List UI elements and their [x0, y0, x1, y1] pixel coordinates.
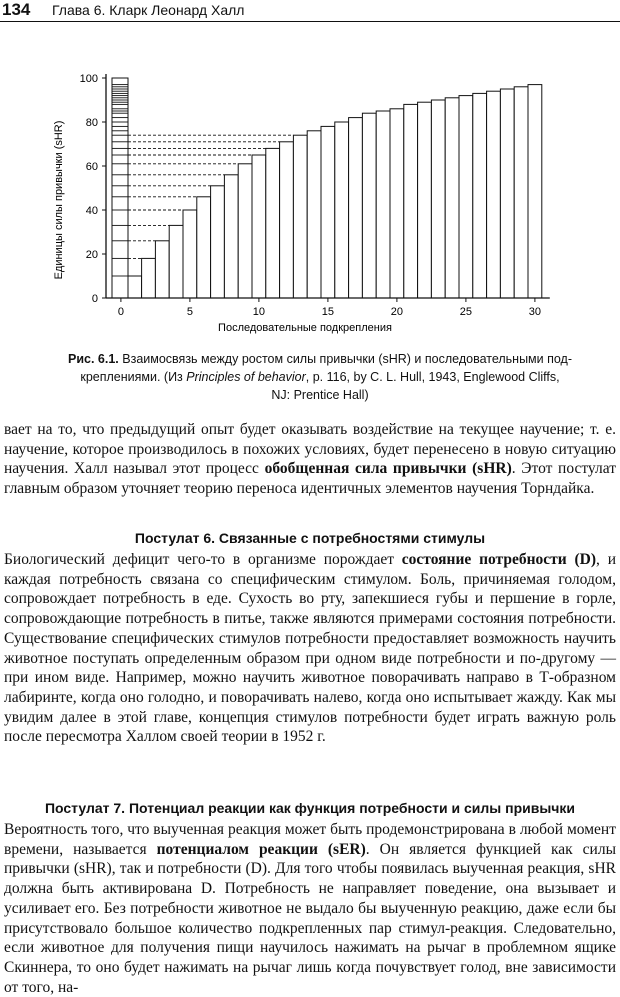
bar: [128, 276, 142, 298]
paragraph-transfer: [4, 420, 616, 499]
y-tick-label: 40: [85, 205, 98, 217]
bar: [142, 258, 156, 298]
bar: [224, 175, 238, 298]
bar: [528, 85, 542, 298]
running-title: Глава 6. Кларк Леонард Халл: [52, 2, 245, 18]
x-tick-label: 0: [117, 306, 124, 318]
bar: [418, 102, 432, 298]
paragraph-text: Биологический дефицит чего-то в организме порождает: [4, 551, 402, 568]
paragraph-text: вает на то, что предыдущий опыт будет оказывать воздействие на текущее научение; т. е. научение, которое производилось в похожих условиях, будет перенесено в новую ситуацию научения. Халл называл этот процесс: [4, 421, 616, 478]
bar: [431, 100, 445, 298]
postulate-6-heading: Постулат 6. Связанные с потребностями стимулы: [134, 530, 486, 546]
x-tick-label: 15: [321, 306, 335, 318]
bar: [266, 148, 280, 298]
y-tick-label: 60: [85, 161, 98, 173]
bar: [183, 210, 197, 298]
page-number: 134: [2, 0, 31, 19]
term-reaction-potential: потенциалом реакции (sER): [156, 840, 366, 858]
caption-line-3: NJ: Prentice Hall): [271, 388, 369, 402]
bar: [362, 113, 376, 298]
bar: [459, 96, 473, 298]
bar: [404, 104, 418, 298]
bar: [211, 186, 225, 298]
paragraph-text: Вероятность того, что выученная реакция может быть продемонстрирована в любой момент времени, называется: [4, 821, 616, 858]
x-tick-label: 30: [528, 306, 542, 318]
caption-line-2a: креплениями. (Из: [80, 370, 187, 384]
caption-book-title: Principles of behavior: [186, 370, 306, 384]
bar: [169, 225, 183, 298]
term-drive-state: состояние потребности (D): [401, 551, 597, 568]
chart-bars: [112, 78, 542, 298]
figure-caption: [60, 350, 580, 404]
y-axis-label: Единицы силы привычки (sHR): [53, 120, 65, 280]
x-axis-label: Последовательные подкрепления: [218, 322, 392, 334]
y-tick-label: 0: [91, 293, 98, 305]
caption-line-2b: , p. 116, by C. L. Hull, 1943, Englewood Cliffs,: [305, 370, 560, 384]
paragraph-text: . Он является функцией как силы привычки (sHR), так и потребности (D). Для того чтобы появилась выученная реакция, sHR должна быть активирована D. Потребность не направляет поведение, она вызывает и усиливает его. Без потребности животное не выдало бы выученную реакцию, даже если бы присутствовало большое количество подкрепленных пар стимул-реакция. Следовательно, если животное для получения пищи научилось нажимать на рычаг в проблемном ящике Скиннера, то оно будет нажимать на рычаг лишь когда почувствует голод, вне зависимости от того, на-: [4, 840, 616, 996]
bar: [514, 87, 528, 298]
caption-line-1: Взаимосвязь между ростом силы привычки (sHR) и последовательными под-: [122, 352, 573, 366]
bar: [390, 109, 404, 298]
bar: [500, 89, 514, 298]
x-tick-label: 25: [459, 306, 473, 318]
y-tick-label: 80: [85, 117, 98, 129]
y-tick-label: 20: [85, 249, 98, 261]
bar: [307, 131, 321, 298]
paragraph-drive: [4, 550, 616, 747]
bar: [349, 118, 363, 298]
bar: [487, 91, 501, 298]
bar: [238, 164, 252, 298]
bar: [335, 122, 349, 298]
postulate-7-heading: Постулат 7. Потенциал реакции как функция потребности и силы привычки: [44, 800, 576, 816]
paragraph-text: , и каждая потребность связана со специфическим стимулом. Боль, причиняемая голодом, сопровождает потребность в еде. Сухость во рту, запекшиеся губы и першение в горле, сопровождающие потребность в питье, также являются примерами состояния потребности. Существование специфических стимулов потребности предоставляет возможность научить животное поступать определенным образом при одном виде потребности и по-другому — при ином виде. Например, можно научить животное поворачивать направо в Т-образном лабиринте, когда оно голодно, и поворачивать налево, когда оно испытывает жажду. Как мы увидим далее в этой главе, концепция стимулов потребности будет играть важную роль после пересмотра Халлом своей теории в 1952 г.: [4, 551, 616, 746]
habit-strength-chart: [40, 60, 580, 345]
paragraph-reaction-potential: [4, 820, 616, 997]
bar: [376, 111, 390, 298]
x-tick-label: 20: [390, 306, 404, 318]
x-tick-label: 5: [186, 306, 193, 318]
bar: [321, 126, 335, 298]
bar: [155, 241, 169, 298]
bar: [445, 98, 459, 298]
bar: [252, 155, 266, 298]
paragraph-text: . Этот постулат главным образом уточняет теорию переноса идентичных элементов научения Торндайка.: [4, 460, 616, 498]
bar: [473, 93, 487, 298]
bar: [293, 135, 307, 298]
bar: [280, 142, 294, 298]
page-header: [0, 0, 620, 26]
term-generalized-habit: обобщенная сила привычки (sHR): [264, 460, 512, 478]
bar: [197, 197, 211, 298]
header-rule: [0, 21, 620, 22]
x-tick-label: 10: [252, 306, 266, 318]
caption-label: Рис. 6.1.: [67, 352, 119, 366]
y-tick-label: 100: [79, 73, 98, 85]
